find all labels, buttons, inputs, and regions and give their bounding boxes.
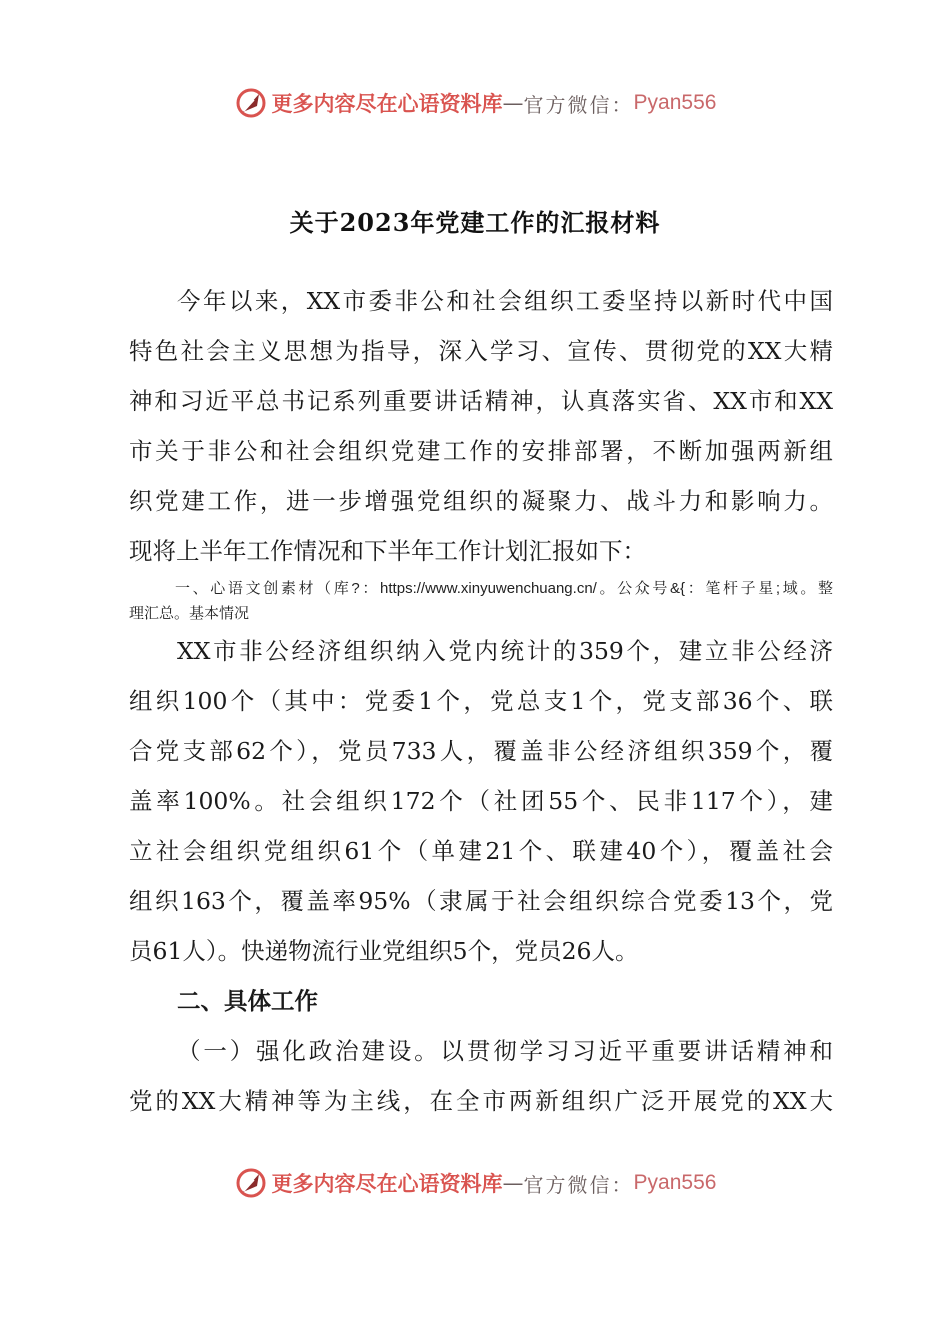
- section1-line: 立社会组织党组织61个（单建21个、联建40个），覆盖社会: [129, 837, 833, 865]
- watermark-wechat-id: Pyan556: [633, 1171, 717, 1194]
- watermark-wechat-id: Pyan556: [633, 91, 717, 114]
- intro-line: 现将上半年工作情况和下半年工作计划汇报如下：: [129, 537, 646, 565]
- watermark-dash: —: [502, 1171, 524, 1195]
- watermark-label: 官方微信：: [523, 92, 634, 117]
- section1-line: 组织163个，覆盖率95%（隶属于社会组织综合党委13个，党: [129, 887, 833, 915]
- intro-line: 织党建工作，进一步增强党组织的凝聚力、战斗力和影响力。: [129, 487, 833, 515]
- quill-logo-icon: [234, 1166, 268, 1200]
- section1-line: 组织100个（其中：党委1个，党总支1个，党支部36个、联: [129, 687, 833, 715]
- watermark-label: 官方微信：: [523, 1172, 634, 1197]
- section1-line: 员61人）。快递物流行业党组织5个，党员26人。: [129, 937, 639, 965]
- intro-line: 特色社会主义思想为指导，深入学习、宣传、贯彻党的XX大精: [129, 337, 833, 365]
- footer-watermark: [0, 1163, 950, 1203]
- section2-line: 党的XX大精神等为主线，在全市两新组织广泛开展党的XX大: [129, 1087, 833, 1115]
- watermark-dash: —: [502, 91, 524, 115]
- header-watermark: [0, 83, 950, 123]
- section1-heading-note: 一、心语文创素材（库?：https://www.xinyuwenchuang.cn/。公众号&{：笔杆子星;域。整: [175, 580, 833, 597]
- intro-line: 市关于非公和社会组织党建工作的安排部署，不断加强两新组: [129, 437, 833, 465]
- document-body: [129, 276, 833, 1126]
- document-title: 关于2023年党建工作的汇报材料: [289, 208, 661, 237]
- watermark-brand: 更多内容尽在心语资料库: [271, 91, 503, 116]
- intro-line: 神和习近平总书记系列重要讲话精神，认真落实省、XX市和XX: [129, 387, 833, 415]
- section2-line: （一）强化政治建设。以贯彻学习习近平重要讲话精神和: [177, 1037, 833, 1065]
- quill-logo-icon: [234, 86, 268, 120]
- intro-line: 今年以来，XX市委非公和社会组织工委坚持以新时代中国: [177, 287, 833, 315]
- section1-line: XX市非公经济组织纳入党内统计的359个，建立非公经济: [177, 637, 833, 665]
- watermark-brand: 更多内容尽在心语资料库: [271, 1171, 503, 1196]
- section1-line: 合党支部62个），党员733人，覆盖非公经济组织359个，覆: [129, 737, 833, 765]
- section1-line: 盖率100%。社会组织172个（社团55个、民非117个），建: [129, 787, 833, 815]
- section1-heading-note: 理汇总。基本情况: [129, 605, 250, 622]
- section2-heading: 二、具体工作: [177, 987, 318, 1015]
